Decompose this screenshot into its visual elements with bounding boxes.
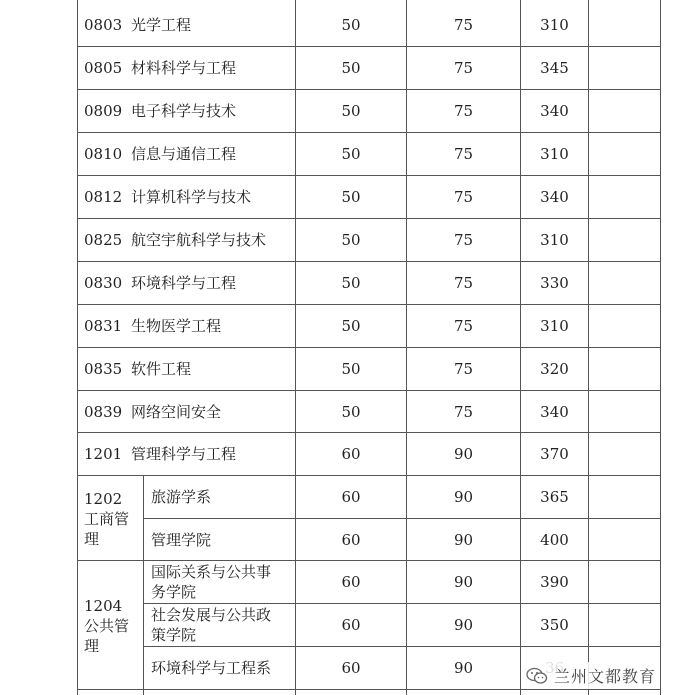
watermark-text: 兰州文都教育 (553, 667, 656, 686)
score-single-150: 90 (453, 530, 474, 549)
score-single-100: 60 (341, 573, 361, 591)
score-single-150: 90 (453, 445, 474, 463)
score-total: 310 (540, 145, 569, 163)
score-total: 365 (540, 488, 569, 506)
sub-name (151, 561, 271, 603)
discipline-code: 0835 (84, 360, 123, 378)
discipline-name: 软件工程 (131, 360, 192, 378)
group-label-name-cont: 理 (84, 530, 100, 548)
discipline-code: 0803 (84, 16, 123, 34)
score-single-150: 75 (453, 188, 474, 206)
group-label-code: 1202 (84, 490, 123, 508)
sub-name-line: 策学院 (151, 626, 197, 644)
discipline-code: 0839 (84, 402, 123, 421)
score-total: 390 (540, 573, 569, 591)
score-single-150: 90 (453, 488, 474, 506)
discipline-code: 0812 (84, 188, 123, 206)
score-single-150: 75 (453, 102, 474, 120)
score-total: 310 (540, 231, 569, 249)
discipline-code: 0831 (84, 317, 123, 335)
discipline-name: 管理科学与工程 (131, 445, 237, 463)
group-label-name: 公共管 (84, 617, 130, 635)
group-label-name: 工商管 (84, 510, 130, 528)
score-single-150: 75 (453, 317, 474, 335)
score-single-100: 50 (341, 102, 361, 120)
group-label-code: 1204 (84, 597, 123, 615)
sub-name: 旅游学系 (151, 488, 212, 506)
score-single-100: 50 (341, 16, 361, 34)
discipline-name: 生物医学工程 (131, 317, 222, 335)
score-total: 330 (540, 274, 569, 292)
score-single-150: 90 (453, 573, 474, 591)
discipline-name: 计算机科学与技术 (131, 188, 252, 206)
score-single-100: 50 (341, 59, 361, 77)
score-single-100: 50 (341, 145, 361, 163)
score-single-100: 60 (341, 616, 361, 634)
score-single-150: 75 (453, 231, 474, 249)
score-single-150: 75 (453, 402, 474, 421)
score-single-100: 50 (341, 274, 361, 292)
score-total: 350 (540, 616, 569, 634)
sub-name-line: 国际关系与公共事 (151, 563, 272, 581)
score-single-100: 50 (341, 231, 361, 249)
watermark (522, 662, 660, 689)
discipline-code: 0810 (84, 145, 123, 163)
sub-name: 管理学院 (151, 530, 212, 549)
score-single-100: 60 (341, 530, 361, 549)
score-single-100: 50 (341, 360, 361, 378)
discipline-name: 电子科学与技术 (131, 102, 237, 120)
score-single-150: 75 (453, 59, 474, 77)
discipline-code: 0830 (84, 274, 123, 292)
score-total: 310 (540, 16, 569, 34)
discipline-code: 0805 (84, 59, 123, 77)
sub-name-line: 社会发展与公共政 (151, 606, 272, 624)
discipline-code: 1201 (84, 445, 123, 463)
sub-column-divider (143, 476, 144, 695)
score-single-100: 50 (341, 188, 361, 206)
discipline-name: 环境科学与工程 (131, 274, 237, 292)
wechat-icon (526, 667, 548, 685)
discipline-code: 0809 (84, 102, 123, 120)
discipline-name: 航空宇航科学与技术 (131, 231, 267, 249)
score-total: 340 (540, 188, 569, 206)
sub-name: 环境科学与工程系 (151, 659, 272, 677)
score-single-150: 75 (453, 274, 474, 292)
score-single-150: 75 (453, 360, 474, 378)
score-total: 370 (540, 445, 569, 463)
score-single-150: 75 (453, 145, 474, 163)
score-single-100: 60 (341, 488, 361, 506)
discipline-name: 网络空间安全 (131, 402, 222, 421)
score-total: 345 (540, 59, 569, 77)
score-single-100: 60 (341, 659, 361, 677)
row-divider (77, 689, 661, 690)
score-single-150: 75 (453, 16, 474, 34)
score-total: 400 (540, 530, 569, 549)
group-label (84, 596, 142, 656)
discipline-name: 信息与通信工程 (131, 145, 237, 163)
group-label (84, 489, 142, 549)
sub-name-line: 务学院 (151, 583, 197, 601)
score-single-150: 90 (453, 616, 474, 634)
sub-name (151, 604, 271, 646)
score-single-100: 60 (341, 445, 361, 463)
score-single-100: 50 (341, 317, 361, 335)
score-single-100: 50 (341, 402, 361, 421)
score-total: 340 (540, 102, 569, 120)
group-label-name-cont: 理 (84, 637, 100, 655)
discipline-name: 材料科学与工程 (131, 59, 237, 77)
discipline-name: 光学工程 (131, 16, 192, 34)
score-total: 320 (540, 360, 569, 378)
score-total: 310 (540, 317, 569, 335)
score-single-150: 90 (453, 659, 474, 677)
score-total: 340 (540, 402, 569, 421)
discipline-code: 0825 (84, 231, 123, 249)
